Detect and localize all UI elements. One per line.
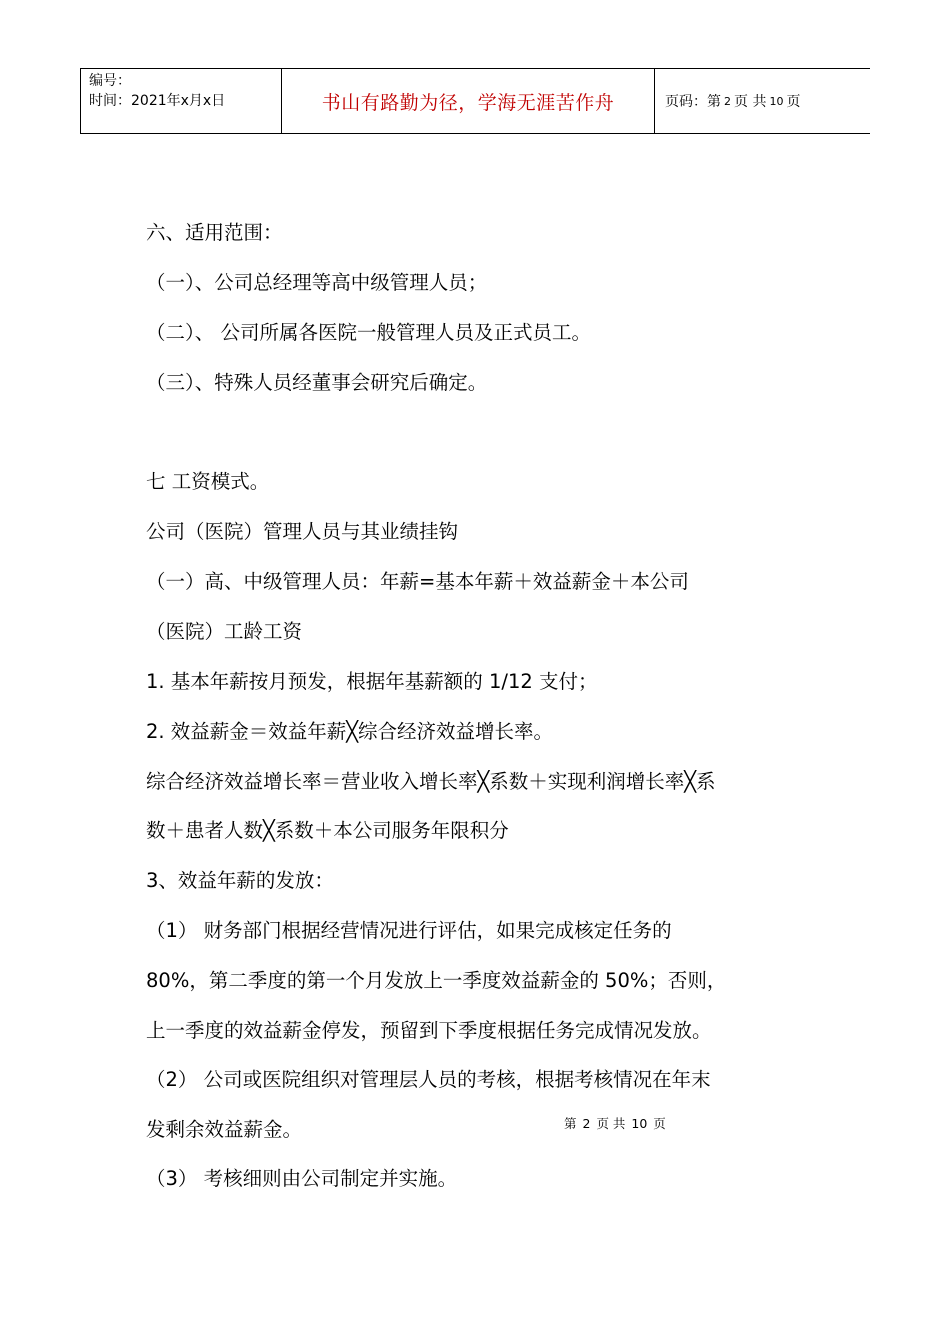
header-motto-cell [282, 69, 655, 133]
header-page-cell [655, 69, 870, 133]
paragraph-line: 2. 效益薪金＝效益年薪╳综合经济效益增长率。 [146, 720, 554, 743]
page-suffix: 页 [786, 94, 801, 110]
section-7-heading: 七 工资模式。 [146, 470, 270, 493]
footer-mid: 页 共 [596, 1116, 626, 1131]
paragraph-line: （一）、公司总经理等高中级管理人员； [146, 271, 488, 294]
paragraph-line: 3、效益年薪的发放： [146, 869, 334, 892]
paragraph-line: 综合经济效益增长率＝营业收入增长率╳系数＋实现利润增长率╳系 [146, 770, 716, 793]
section-6-heading: 六、适用范围： [146, 221, 283, 244]
motto-text: 书山有路勤为径，学海无涯苦作舟 [321, 91, 615, 114]
paragraph-line: （2） 公司或医院组织对管理层人员的考核，根据考核情况在年末 [146, 1068, 711, 1091]
time-label: 时间：2021年x月x日 [89, 93, 226, 109]
paragraph-line: 上一季度的效益薪金停发，预留到下季度根据任务完成情况发放。 [146, 1019, 712, 1042]
footer-current: 2 [582, 1116, 591, 1131]
paragraph-line: （三）、特殊人员经董事会研究后确定。 [146, 371, 488, 394]
header-table [80, 68, 870, 134]
paragraph-line: （1） 财务部门根据经营情况进行评估，如果完成核定任务的 [146, 919, 672, 942]
paragraph-line: 数＋患者人数╳系数＋本公司服务年限积分 [146, 819, 509, 842]
page-mid: 页 共 [734, 94, 767, 110]
footer-page-number [564, 1114, 666, 1132]
paragraph-line: （二）、 公司所属各医院一般管理人员及正式员工。 [146, 321, 591, 344]
footer-prefix: 第 [564, 1116, 577, 1131]
paragraph-line: 80%，第二季度的第一个月发放上一季度效益薪金的 50%；否则， [146, 969, 727, 992]
page-total: 10 [769, 94, 784, 108]
page-prefix: 页码：第 [665, 94, 721, 110]
page-current: 2 [724, 94, 731, 108]
paragraph-line: （一）高、中级管理人员：年薪=基本年薪＋效益薪金＋本公司 [146, 570, 689, 593]
header-meta-cell [81, 69, 282, 133]
footer-suffix: 页 [653, 1116, 666, 1131]
paragraph-line: （3） 考核细则由公司制定并实施。 [146, 1167, 458, 1190]
paragraph-line: （医院）工龄工资 [146, 620, 303, 643]
footer-total: 10 [631, 1116, 648, 1131]
paragraph-line: 1. 基本年薪按月预发，根据年基薪额的 1/12 支付； [146, 670, 598, 693]
serial-label: 编号： [89, 73, 131, 89]
paragraph-line: 公司（医院）管理人员与其业绩挂钩 [146, 520, 459, 543]
paragraph-line: 发剩余效益薪金。 [146, 1118, 303, 1141]
